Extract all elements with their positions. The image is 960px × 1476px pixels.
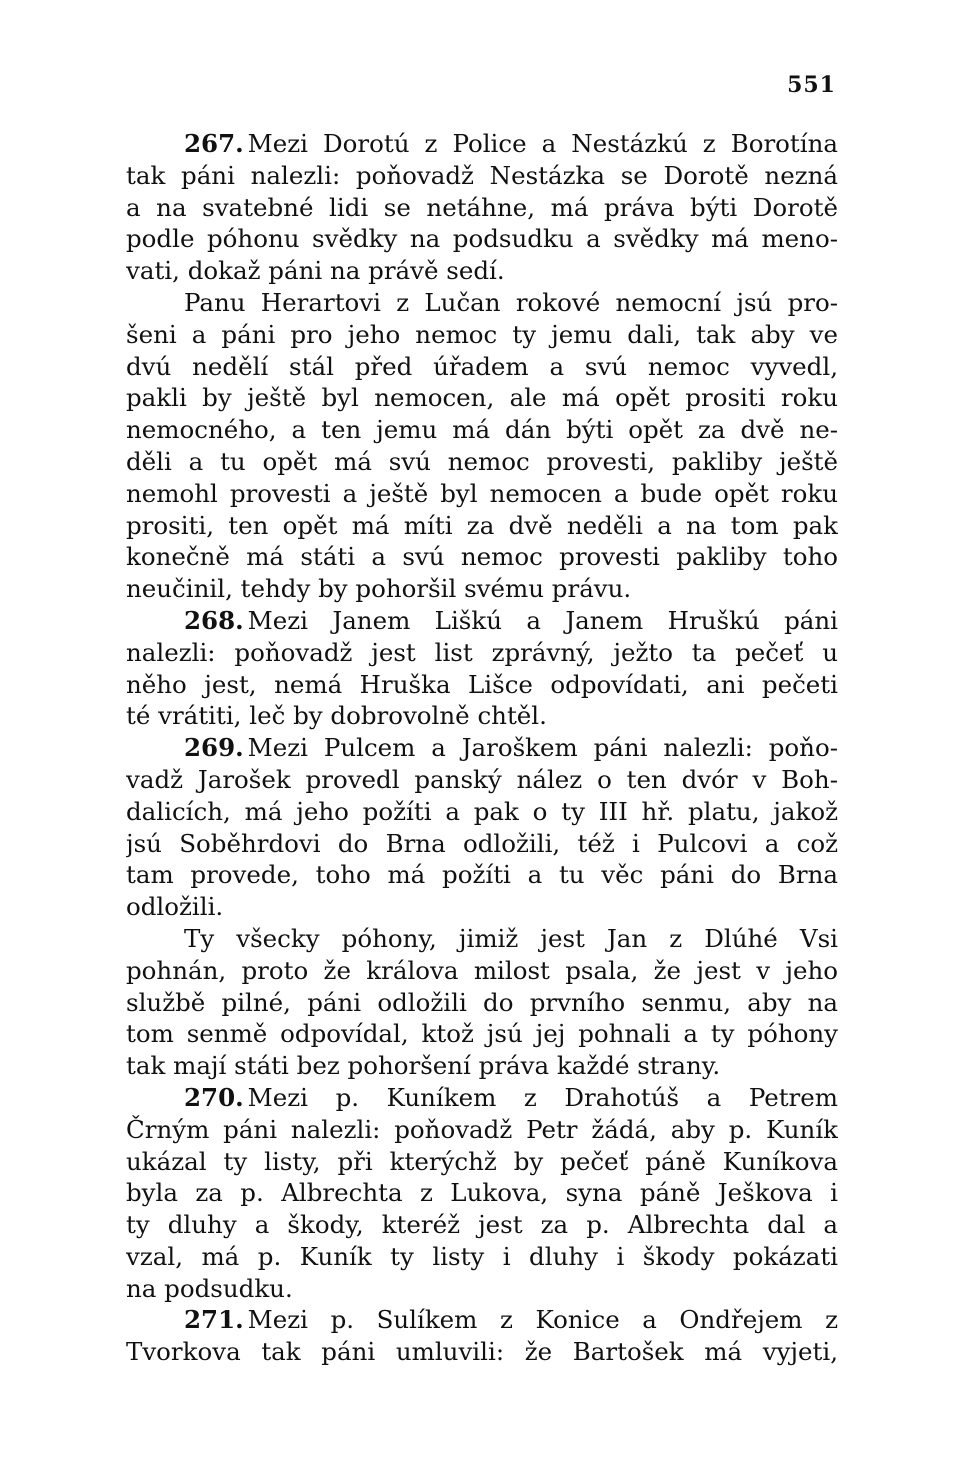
text-line xyxy=(126,541,838,573)
line-text: nemocného, a ten jemu má dán býti opět za dvě ne- xyxy=(126,415,838,445)
text-line xyxy=(126,1050,838,1082)
text-line xyxy=(126,796,838,828)
text-line xyxy=(126,764,838,796)
line-text: na podsudku. xyxy=(126,1273,293,1303)
line-text: vati, dokaž páni na právě sedí. xyxy=(126,256,505,286)
body-text xyxy=(126,128,838,1368)
line-text: tak mají státi bez pohoršení práva každé strany. xyxy=(126,1051,721,1081)
entry-number: 270. xyxy=(184,1082,244,1112)
text-line xyxy=(126,859,838,891)
text-line xyxy=(126,1146,838,1178)
paragraph-start-line xyxy=(126,732,838,764)
line-text: ukázal ty listy, při kterýchž by pečeť páně Kuníkova xyxy=(126,1146,838,1176)
line-text: pohnán, proto že králova milost psala, že jest v jeho xyxy=(126,955,838,985)
text-line xyxy=(126,255,838,287)
paragraph-start-line xyxy=(126,605,838,637)
line-text: pakli by ještě byl nemocen, ale má opět prositi roku xyxy=(126,383,838,413)
text-line xyxy=(126,510,838,542)
line-text: nalezli: poňovadž jest list zprávný, ježto ta pečeť u xyxy=(126,637,838,667)
text-line xyxy=(126,160,838,192)
line-text: vzal, má p. Kuník ty listy i dluhy i škody pokázati xyxy=(126,1241,838,1271)
text-line xyxy=(126,1209,838,1241)
entry-number: 271. xyxy=(184,1305,244,1335)
text-line xyxy=(126,1241,838,1273)
line-text: šeni a páni pro jeho nemoc ty jemu dali, tak aby ve xyxy=(126,319,838,349)
text-line xyxy=(126,955,838,987)
text-line xyxy=(126,414,838,446)
paragraph-start-line xyxy=(126,128,838,160)
text-line xyxy=(126,923,838,955)
line-text: Mezi p. Sulíkem z Konice a Ondřejem z xyxy=(247,1305,838,1335)
line-text: tak páni nalezli: poňovadž Nestázka se Dorotě nezná xyxy=(126,160,838,190)
entry-number: 268. xyxy=(184,605,244,635)
line-text: té vrátiti, leč by dobrovolně chtěl. xyxy=(126,701,547,731)
text-line xyxy=(126,319,838,351)
text-line xyxy=(126,669,838,701)
line-text: Ty všecky póhony, jimiž jest Jan z Dlúhé Vsi xyxy=(184,923,838,953)
text-line xyxy=(126,700,838,732)
line-text: Mezi Pulcem a Jaroškem páni nalezli: poňo- xyxy=(247,733,838,763)
line-text: děli a tu opět má svú nemoc provesti, pakliby ještě xyxy=(126,446,838,476)
text-line xyxy=(126,382,838,414)
line-text: prositi, ten opět má míti za dvě neděli a na tom pak xyxy=(126,510,838,540)
text-line xyxy=(126,223,838,255)
text-line xyxy=(126,287,838,319)
line-text: jsú Soběhrdovi do Brna odložili, též i Pulcovi a což xyxy=(126,828,838,858)
line-text: Tvorkova tak páni umluvili: že Bartošek má vyjeti, xyxy=(126,1337,838,1367)
text-line xyxy=(126,828,838,860)
line-text: tom senmě odpovídal, ktož jsú jej pohnali a ty póhony xyxy=(126,1019,838,1049)
text-line xyxy=(126,1336,838,1368)
line-text: byla za p. Albrechta z Lukova, syna páně Ješkova i xyxy=(126,1178,838,1208)
line-text: neučinil, tehdy by pohoršil svému právu. xyxy=(126,574,632,604)
text-line xyxy=(126,891,838,923)
text-line xyxy=(126,1114,838,1146)
line-text: něho jest, nemá Hruška Lišce odpovídati, ani pečeti xyxy=(126,669,838,699)
text-line xyxy=(126,1273,838,1305)
line-text: a na svatebné lidi se netáhne, má práva býti Dorotě xyxy=(126,192,838,222)
line-text: Mezi Dorotú z Police a Nestázkú z Borotína xyxy=(247,129,838,158)
line-text: ty dluhy a škody, kteréž jest za p. Albrechta dal a xyxy=(126,1210,838,1240)
text-line xyxy=(126,987,838,1019)
entry-number: 267. xyxy=(184,129,244,158)
text-line xyxy=(126,573,838,605)
entry-number: 269. xyxy=(184,733,244,763)
line-text: službě pilné, páni odložili do prvního senmu, aby na xyxy=(126,987,838,1017)
text-line xyxy=(126,1018,838,1050)
line-text: nemohl provesti a ještě byl nemocen a bude opět roku xyxy=(126,478,838,508)
line-text: Črným páni nalezli: poňovadž Petr žádá, aby p. Kuník xyxy=(126,1114,838,1144)
line-text: vadž Jarošek provedl panský nález o ten dvór v Boh- xyxy=(126,764,838,794)
line-text: konečně má státi a svú nemoc provesti pakliby toho xyxy=(126,542,838,572)
line-text: dalicích, má jeho požíti a pak o ty III hř. platu, jakož xyxy=(126,796,838,826)
line-text: Panu Herartovi z Lučan rokové nemocní jsú pro- xyxy=(184,287,838,317)
paragraph-start-line xyxy=(126,1304,838,1336)
line-text: Mezi p. Kuníkem z Drahotúš a Petrem xyxy=(247,1082,838,1112)
page-number: 551 xyxy=(787,72,836,98)
line-text: odložili. xyxy=(126,892,224,922)
line-text: podle póhonu svědky na podsudku a svědky má meno- xyxy=(126,224,838,254)
text-line xyxy=(126,192,838,224)
text-line xyxy=(126,446,838,478)
line-text: tam provede, toho má požíti a tu věc páni do Brna xyxy=(126,860,838,890)
line-text: Mezi Janem Liškú a Janem Hruškú páni xyxy=(247,605,838,635)
line-text: dvú nedělí stál před úřadem a svú nemoc vyvedl, xyxy=(126,351,838,381)
text-line xyxy=(126,351,838,383)
paragraph-start-line xyxy=(126,1082,838,1114)
text-line xyxy=(126,1177,838,1209)
text-line xyxy=(126,478,838,510)
text-line xyxy=(126,637,838,669)
